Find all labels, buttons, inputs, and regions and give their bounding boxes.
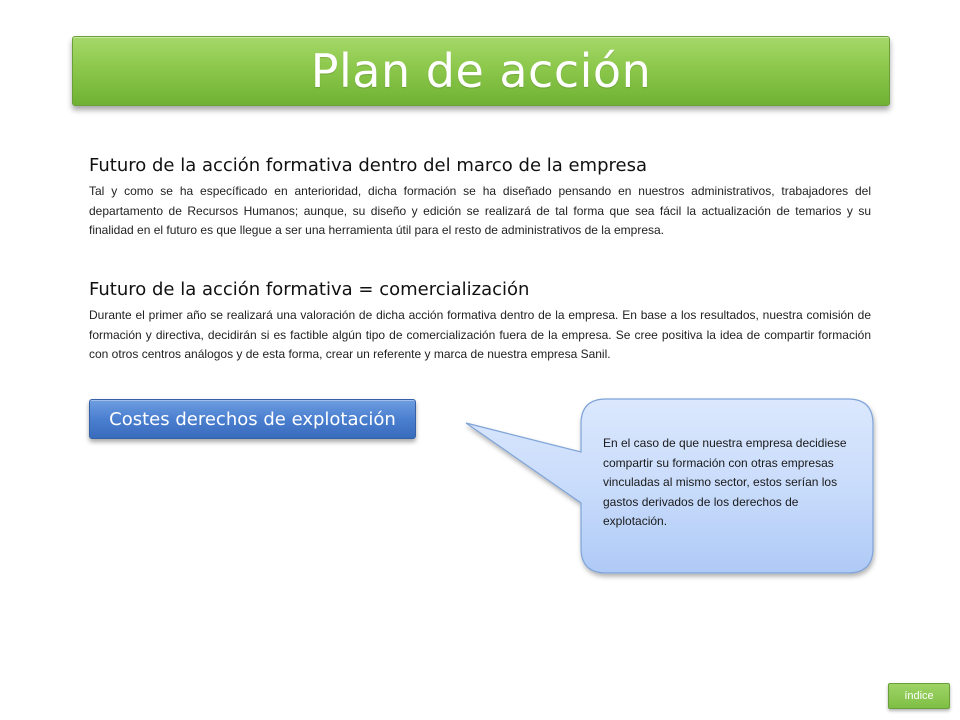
section-body: Durante el primer año se realizará una valoración de dicha acción formativa dentro de la empresa. En base a los resultados, nuestra comisión de formación y directiva, decidirán si es factible algún tipo de comercialización fuera de la empresa. Se cree positiva la idea de compartir formación con otros centros análogos y de esta forma, crear un referente y marca de nuestra empresa Sanil. [89, 308, 871, 361]
callout-text: En el caso de que nuestra empresa decidiese compartir su formación con otras empresas vinculadas al mismo sector, estos serían los gastos derivados de los derechos de explotación. [603, 436, 847, 529]
page-title: Plan de acción [310, 44, 652, 98]
index-button[interactable]: índice [888, 683, 950, 709]
section-heading: Futuro de la acción formativa dentro del marco de la empresa [89, 155, 648, 176]
costs-rights-button[interactable]: Costes derechos de explotación [89, 399, 416, 439]
section-heading: Futuro de la acción formativa = comercialización [89, 279, 530, 300]
section-body: Tal y como se ha específicado en anterioridad, dicha formación se ha diseñado pensando en nuestros administrativos, trabajadores del departamento de Recursos Humanos; aunque, su diseño y edición se realizará de tal forma que sea fácil la actualización de temarios y su finalidad en el futuro es que llegue a ser una herramienta útil para el resto de administrativos de la empresa. [89, 184, 871, 237]
